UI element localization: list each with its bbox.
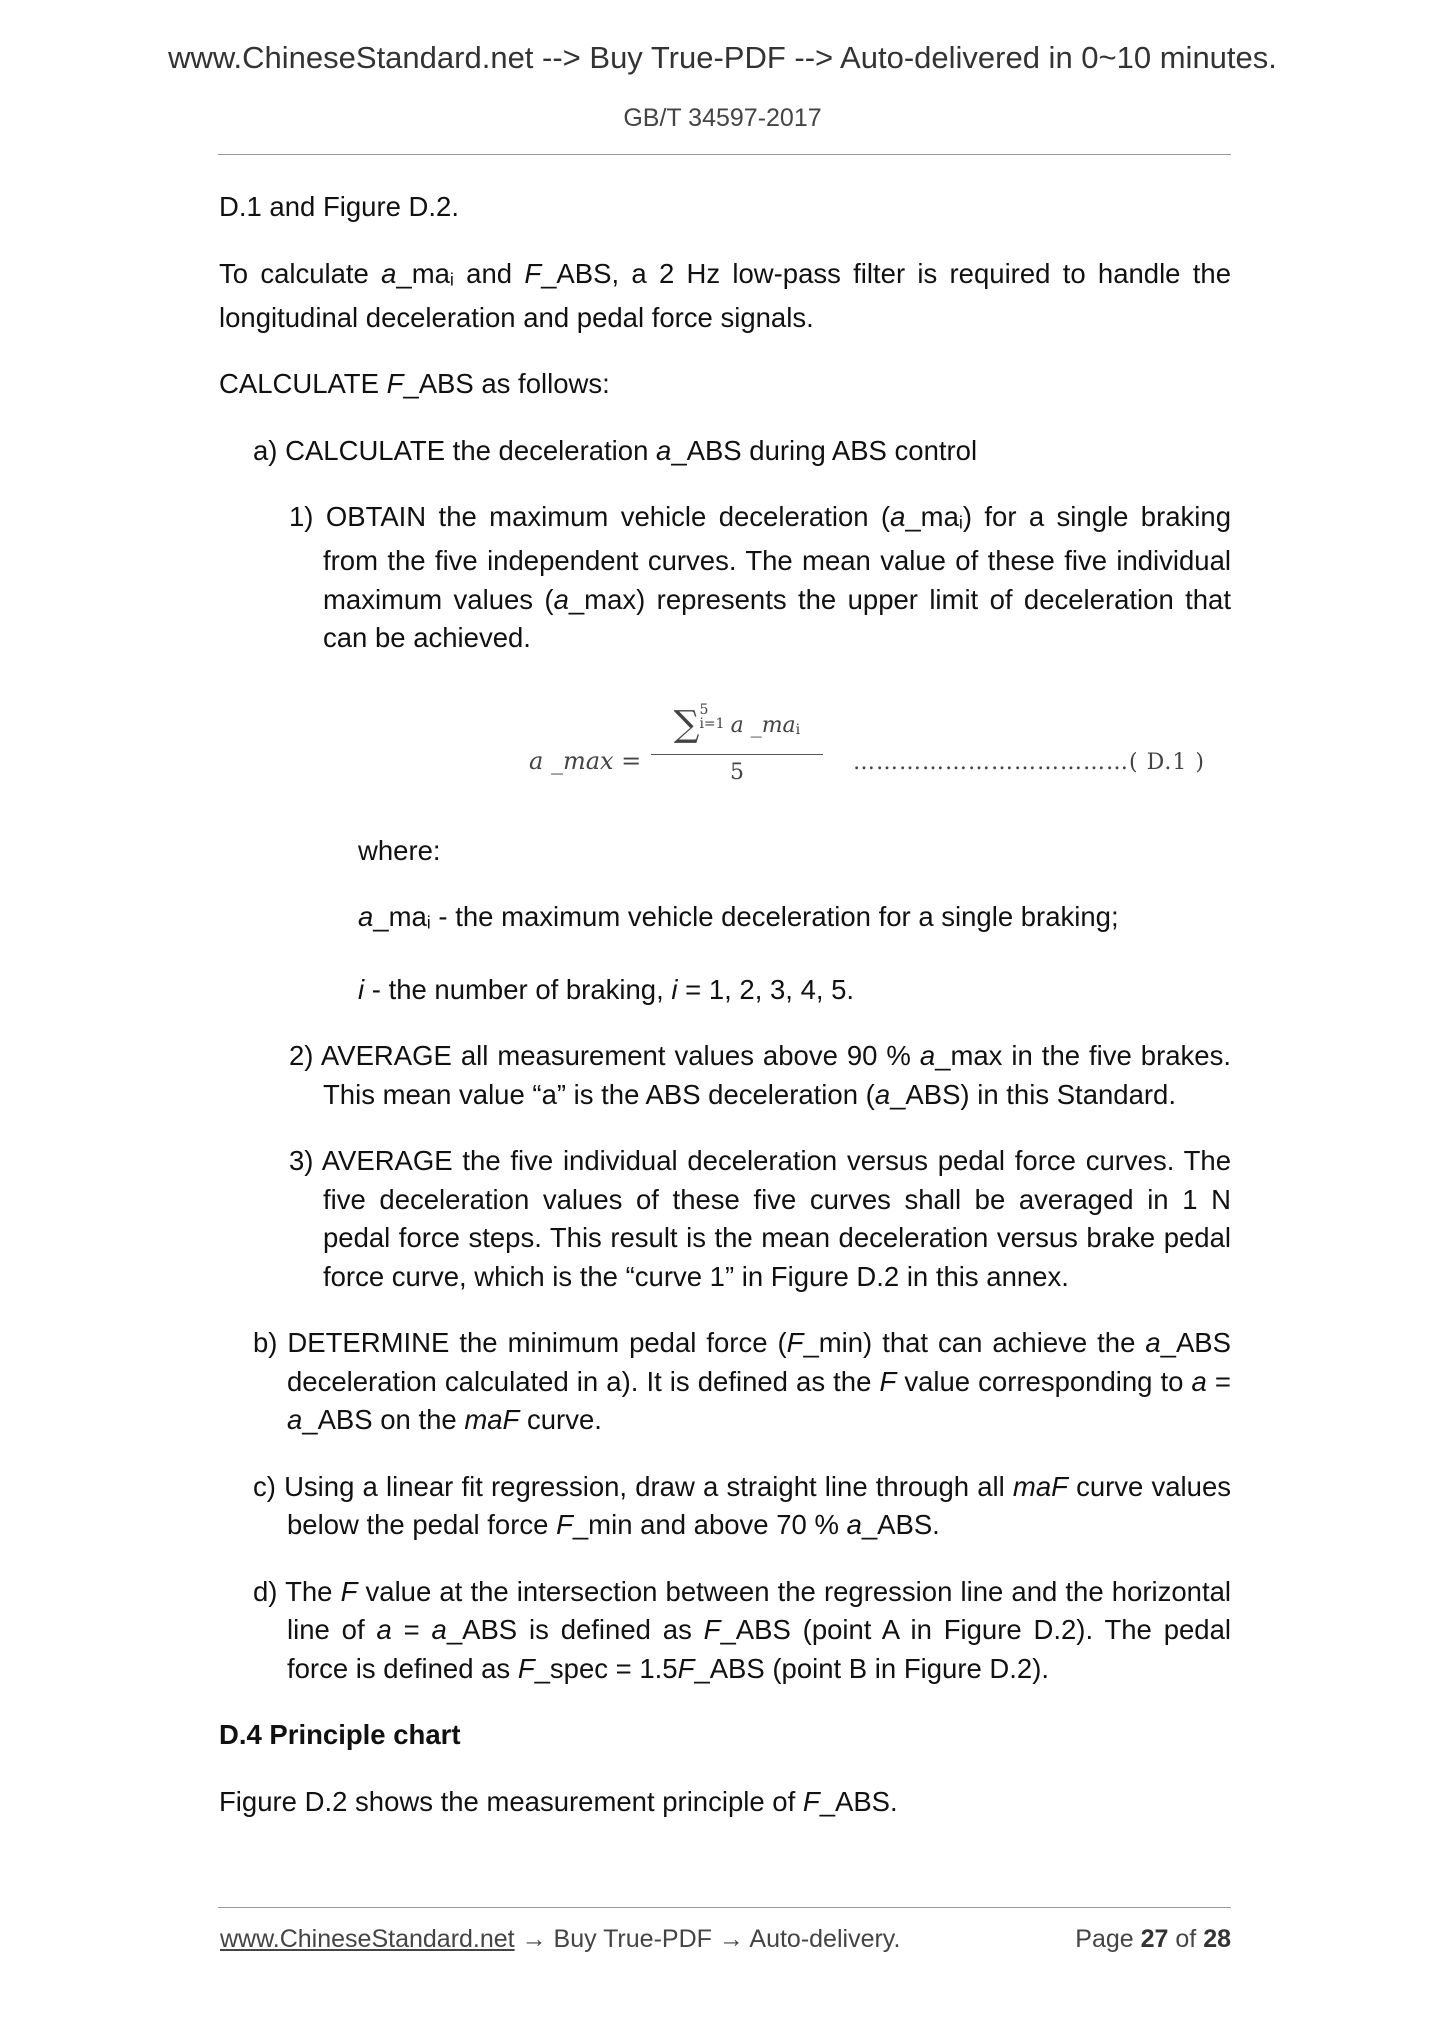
item-d (253, 1573, 1231, 1689)
text-span: _ABS. (819, 1785, 898, 1817)
var-f: F (703, 1614, 721, 1646)
text-span: To calculate (219, 257, 382, 289)
text-span: b) DETERMINE the minimum pedal force ( (253, 1327, 787, 1359)
text-span: - the maximum vehicle deceleration for a single braking; (430, 901, 1119, 933)
numerator-subscript: i (795, 721, 801, 738)
var-f: F (340, 1575, 358, 1607)
text-span: - the number of braking, (364, 973, 672, 1005)
var-f: F (786, 1327, 804, 1359)
var-a: a (1191, 1365, 1207, 1397)
text-span: value at the intersection between the regression line and the horizontal line of (287, 1575, 1231, 1646)
text-span: 2) AVERAGE all measurement values above 90 % (289, 1040, 920, 1072)
page-current: 27 (1140, 1925, 1169, 1953)
page-of: of (1168, 1925, 1204, 1953)
item-1 (289, 498, 1231, 658)
calculate-paragraph (219, 365, 1231, 404)
text-span: _ABS, a 2 Hz low-pass filter is required to handle the longitudinal deceleration and pedal force signals. (219, 257, 1231, 333)
numerator-term: a _ma (730, 712, 796, 738)
subscript-i: i (958, 512, 963, 533)
item-b (253, 1324, 1231, 1440)
section-heading-d4: D.4 Principle chart (219, 1719, 461, 1751)
var-a: a (553, 583, 569, 615)
text-span: _ABS) in this Standard. (890, 1078, 1176, 1110)
var-a: a (287, 1404, 303, 1436)
text-span: curve. (519, 1404, 602, 1436)
sum-limits (699, 703, 724, 731)
text-span: _min) that can achieve the (803, 1327, 1146, 1359)
var-maf: maF (464, 1404, 520, 1436)
var-i: i (358, 973, 365, 1005)
formula-fraction (651, 696, 823, 791)
formula-denominator: 5 (730, 759, 744, 785)
text-span: CALCULATE (219, 368, 387, 400)
text-span: _max in the five brakes. This mean value “a” is the ABS deceleration ( (323, 1040, 1231, 1110)
definition-i (358, 971, 1231, 1010)
footer-tagline: → Buy True-PDF → Auto-delivery. (514, 1925, 901, 1953)
document-body (219, 188, 1231, 1821)
text-span: _ABS is defined as (446, 1614, 704, 1646)
var-a: a (919, 1040, 936, 1072)
var-a: a (1145, 1327, 1161, 1359)
text-span: _ABS (point A in Figure D.2). The pedal force is defined as (287, 1614, 1231, 1684)
var-f: F (386, 368, 404, 400)
subscript-i: i (426, 913, 431, 934)
var-f: F (802, 1785, 820, 1817)
var-maf: maF (1012, 1470, 1068, 1502)
subscript-i: i (449, 269, 454, 290)
text-span: _ABS on the (302, 1404, 465, 1436)
text-span: _ma (396, 257, 450, 289)
item-3: 3) AVERAGE the five individual deceleration versus pedal force curves. The five deceleration values of these five curves shall be averaged in 1 N pedal force steps. This result is the mean deceleration versus brake pedal force curve, which is the “curve 1” in Figure D.2 in this annex. (289, 1145, 1231, 1292)
var-a: a (376, 1614, 392, 1646)
text-span: _ABS as follows: (403, 368, 610, 400)
text-span: = 1, 2, 3, 4, 5. (677, 973, 855, 1005)
text-span: 1) OBTAIN the maximum vehicle deceleration ( (289, 501, 891, 533)
text-span: _ABS (point B in Figure D.2). (694, 1652, 1050, 1684)
text-span: d) The (253, 1575, 341, 1607)
text-span: _max) represents the upper limit of deceleration that can be achieved. (323, 583, 1231, 654)
page-indicator (1075, 1925, 1231, 1954)
sum-upper: 5 (699, 701, 709, 718)
text-span: ) for a single braking from the five independent curves. The mean value of these five individual maximum values ( (323, 501, 1231, 615)
sigma-symbol: ∑ (673, 703, 700, 745)
page-label: Page (1075, 1925, 1141, 1953)
text-span: _ma (373, 901, 427, 933)
text-span: _ABS deceleration calculated in a). It is defined as the (287, 1327, 1231, 1397)
var-f: F (524, 257, 542, 289)
var-a: a (890, 501, 906, 533)
var-f: F (517, 1652, 535, 1684)
var-a: a (381, 257, 397, 289)
var-a: a (431, 1614, 447, 1646)
item-a (253, 432, 1231, 471)
var-f: F (677, 1652, 695, 1684)
text-span: _min and above 70 % (572, 1509, 847, 1541)
intro-paragraph: D.1 and Figure D.2. (219, 191, 459, 222)
standard-code: GB/T 34597-2017 (623, 104, 822, 132)
filter-paragraph (219, 255, 1231, 338)
header-divider (218, 154, 1231, 155)
sum-lower: i=1 (699, 715, 725, 732)
text-span: curve values below the pedal force (287, 1470, 1231, 1541)
definition-ama (358, 898, 1231, 942)
text-span: = (1206, 1365, 1231, 1397)
text-span: = (391, 1614, 432, 1646)
figure-paragraph (219, 1783, 1231, 1822)
page-total: 28 (1203, 1925, 1231, 1953)
text-span: value corresponding to (896, 1365, 1192, 1397)
formula-d1 (219, 696, 1231, 816)
var-a: a (874, 1078, 891, 1110)
var-a: a (846, 1509, 862, 1541)
var-f: F (556, 1509, 573, 1541)
var-f: F (879, 1365, 897, 1397)
var-a: a (656, 434, 672, 466)
text-span: _ABS during ABS control (671, 434, 978, 466)
var-a: a (358, 901, 374, 933)
footer-divider (218, 1907, 1231, 1908)
text-span: c) Using a linear fit regression, draw a straight line through all (253, 1470, 1013, 1502)
where-title: where: (358, 834, 441, 866)
formula-label: ………………………………( D.1 ) (853, 749, 1205, 775)
text-span: a) CALCULATE the deceleration (253, 434, 657, 466)
text-span: and (453, 257, 525, 289)
formula-numerator (651, 696, 823, 754)
item-2 (289, 1037, 1231, 1114)
formula-lhs: a _max = (529, 746, 642, 775)
text-span: _ABS. (861, 1509, 940, 1541)
item-c (253, 1468, 1231, 1545)
top-banner: www.ChineseStandard.net --> Buy True-PDF --> Auto-delivered in 0~10 minutes. (168, 40, 1277, 75)
footer-site-link[interactable]: www.ChineseStandard.net (220, 1925, 515, 1953)
text-span: Figure D.2 shows the measurement principle of (219, 1785, 803, 1817)
footer-left (220, 1925, 900, 1954)
var-i: i (671, 973, 678, 1005)
text-span: _spec = 1.5 (534, 1652, 678, 1684)
text-span: _ma (905, 501, 959, 533)
